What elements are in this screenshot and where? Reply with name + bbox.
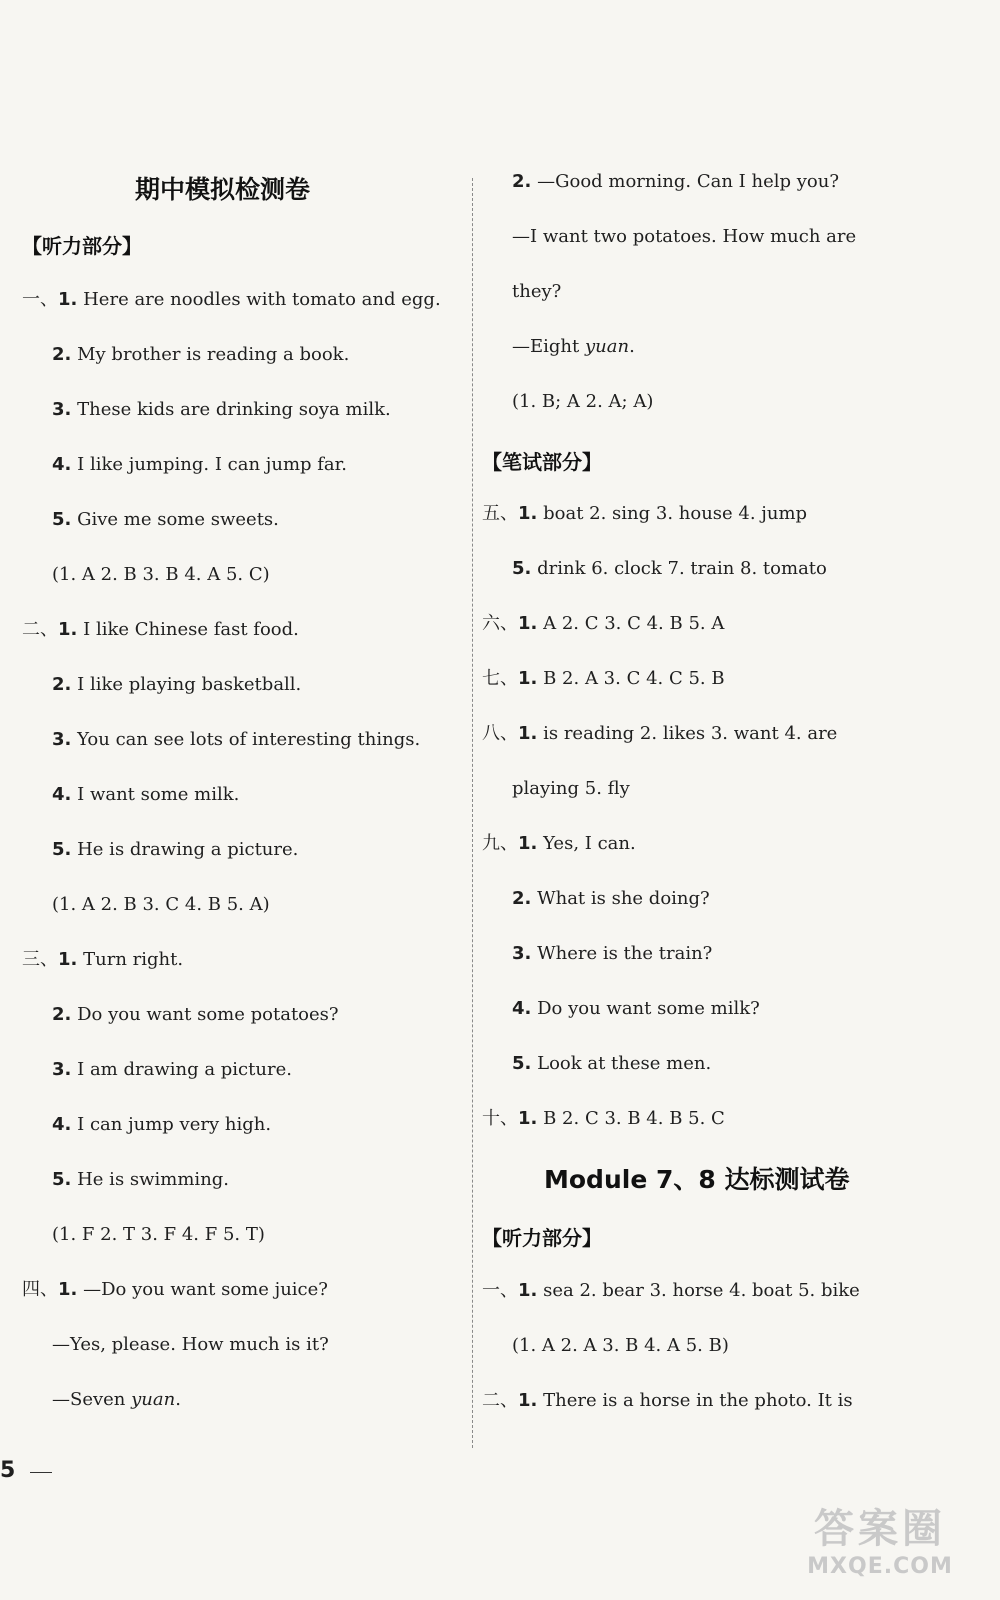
question-number: 1. [518,1108,538,1129]
answer-text-tail: . [629,336,635,357]
answer-text: B 2. A 3. C 4. C 5. B [543,668,725,689]
question-group-prefix: 一、 [22,289,58,310]
answer-line [512,335,635,359]
answer-line [52,563,270,587]
answer-text: I can jump very high. [77,1114,272,1135]
answer-line [52,893,270,917]
answer-text: sea 2. bear 3. horse 4. boat 5. bike [543,1280,860,1301]
answer-line [512,280,561,304]
answer-line [52,343,349,367]
answer-line [512,1052,711,1076]
answer-text-italic: yuan [584,336,630,357]
question-number: 4. [52,1114,72,1135]
answer-text: (1. A 2. A 3. B 4. A 5. B) [512,1335,729,1356]
answer-line [22,618,299,642]
answer-line [52,1333,329,1357]
question-group-prefix: 二、 [482,1390,518,1411]
question-group-prefix: 六、 [482,613,518,634]
question-number: 1. [518,503,538,524]
watermark-logo [790,1505,970,1595]
question-number: 2. [52,1004,72,1025]
answer-text: What is she doing? [537,888,710,909]
question-number: 1. [58,619,78,640]
question-number: 1. [58,289,78,310]
question-number: 1. [518,668,538,689]
answer-line [512,225,856,249]
question-group-prefix: 一、 [482,1280,518,1301]
answer-line [52,783,239,807]
question-number: 1. [518,613,538,634]
watermark-site-text: MXQE.COM [807,1554,953,1579]
answer-line [52,1388,181,1412]
answer-text: —I want two potatoes. How much are [512,226,857,247]
answer-text: I like jumping. I can jump far. [77,454,348,475]
answer-text: (1. B; A 2. A; A) [512,391,654,412]
question-number: 3. [512,943,532,964]
question-group-prefix: 五、 [482,503,518,524]
question-group-prefix: 三、 [22,949,58,970]
question-number: 3. [52,1059,72,1080]
answer-line [52,508,279,532]
question-number: 5. [512,558,532,579]
answer-text: (1. F 2. T 3. F 4. F 5. T) [52,1224,265,1245]
answer-text: drink 6. clock 7. train 8. tomato [537,558,827,579]
watermark-logo-text: 答案圈 [814,1506,946,1552]
question-number: 1. [58,1279,78,1300]
answer-line [512,170,839,194]
answer-line [482,667,725,691]
answer-line [512,942,712,966]
answer-line [512,997,760,1021]
answer-text: B 2. C 3. B 4. B 5. C [543,1108,725,1129]
answer-text-italic: yuan [131,1389,176,1410]
answer-line [52,1003,339,1027]
answer-text: (1. A 2. B 3. B 4. A 5. C) [52,564,270,585]
question-number: 2. [512,171,532,192]
writing-section-header: 【笔试部分】 [482,450,602,474]
answer-line [512,390,653,414]
answer-line [52,1113,271,1137]
question-number: 2. [52,674,72,695]
answer-line [52,1058,292,1082]
question-number: 1. [58,949,78,970]
question-number: 1. [518,1390,538,1411]
answer-line [22,1278,328,1302]
answer-text: Do you want some milk? [537,998,760,1019]
answer-line [52,673,301,697]
question-group-prefix: 九、 [482,833,518,854]
answer-text: Look at these men. [537,1053,712,1074]
listening-section-header: 【听力部分】 [22,234,142,258]
midterm-title: 期中模拟检测卷 [135,175,311,204]
answer-text: —Seven [52,1389,132,1410]
answer-text-tail: . [175,1389,181,1410]
question-group-prefix: 二、 [22,619,58,640]
answer-text: I like Chinese fast food. [83,619,299,640]
question-number: 4. [52,454,72,475]
question-group-prefix: 七、 [482,668,518,689]
answer-text: I want some milk. [77,784,240,805]
answer-line [52,838,298,862]
answer-text: (1. A 2. B 3. C 4. B 5. A) [52,894,270,915]
question-number: 4. [52,784,72,805]
answer-line [22,288,441,312]
question-group-prefix: 四、 [22,1279,58,1300]
answer-text: Yes, I can. [543,833,636,854]
question-number: 5. [52,1169,72,1190]
answer-line [482,1279,860,1303]
answer-text: These kids are drinking soya milk. [77,399,391,420]
question-number: 5. [52,839,72,860]
answer-line [482,832,636,856]
answer-line [52,728,420,752]
module-test-title: Module 7、8 达标测试卷 [544,1165,850,1194]
answer-text: is reading 2. likes 3. want 4. are [543,723,838,744]
answer-line [482,1389,853,1413]
answer-line [512,1334,729,1358]
answer-text: You can see lots of interesting things. [77,729,421,750]
answer-line [52,398,391,422]
question-group-prefix: 十、 [482,1108,518,1129]
answer-line [22,948,183,972]
answer-line [512,777,630,801]
answer-line [482,722,837,746]
question-number: 5. [52,509,72,530]
question-group-prefix: 八、 [482,723,518,744]
answer-text: A 2. C 3. C 4. B 5. A [543,613,725,634]
answer-line [52,1223,265,1247]
answer-line [512,557,827,581]
answer-line [52,1168,229,1192]
answer-line [52,453,347,477]
answer-text: Where is the train? [537,943,713,964]
question-number: 3. [52,399,72,420]
page-number: 5 [0,1458,16,1483]
answer-text: —Good morning. Can I help you? [537,171,839,192]
answer-text: they? [512,281,562,302]
question-number: 3. [52,729,72,750]
answer-text: I like playing basketball. [77,674,302,695]
answer-text: Here are noodles with tomato and egg. [83,289,441,310]
answer-text: I am drawing a picture. [77,1059,292,1080]
answer-text: Do you want some potatoes? [77,1004,339,1025]
question-number: 5. [512,1053,532,1074]
question-number: 2. [512,888,532,909]
question-number: 4. [512,998,532,1019]
answer-text: My brother is reading a book. [77,344,350,365]
answer-line [512,887,710,911]
answer-line [482,1107,725,1131]
page-number-dash [30,1472,52,1473]
answer-line [482,502,807,526]
answer-text: —Do you want some juice? [83,1279,328,1300]
question-number: 1. [518,723,538,744]
listening-section-header-2: 【听力部分】 [482,1226,602,1250]
answer-text: Turn right. [83,949,184,970]
column-divider [472,178,473,1448]
answer-text: boat 2. sing 3. house 4. jump [543,503,808,524]
answer-text: —Yes, please. How much is it? [52,1334,329,1355]
answer-text: Give me some sweets. [77,509,279,530]
question-number: 1. [518,1280,538,1301]
question-number: 2. [52,344,72,365]
answer-line [482,612,724,636]
answer-text: He is swimming. [77,1169,230,1190]
answer-text: There is a horse in the photo. It is [543,1390,853,1411]
answer-text: playing 5. fly [512,778,630,799]
answer-text: —Eight [512,336,585,357]
answer-text: He is drawing a picture. [77,839,299,860]
question-number: 1. [518,833,538,854]
